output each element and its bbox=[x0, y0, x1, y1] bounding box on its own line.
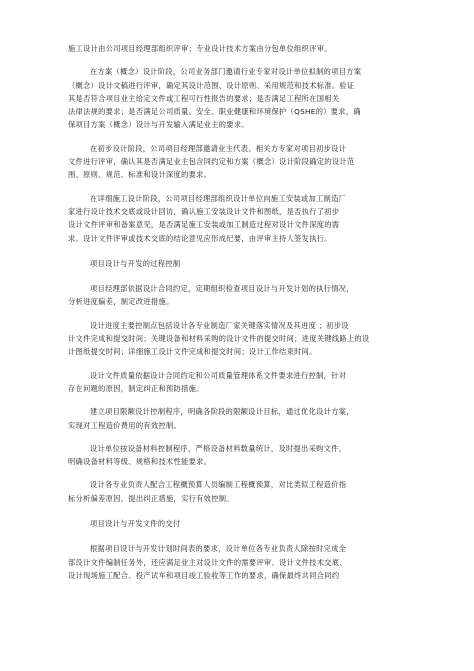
paragraph-gap bbox=[68, 132, 408, 142]
paragraph bbox=[68, 42, 408, 55]
text-line: 设计文件评审和备案意见，是否满足施工安装或加工制造过程对设计文件深度的需 bbox=[68, 220, 340, 230]
text-line: 存在问题的原因，制定纠正和预防措施。 bbox=[68, 383, 204, 393]
paragraph bbox=[68, 65, 408, 131]
paragraph-gap bbox=[68, 359, 408, 369]
text-line: 项目经理部依据设计合同约定，定期组织检查项目设计与开发计划的执行情况， bbox=[90, 284, 354, 294]
paragraph-gap bbox=[68, 245, 408, 257]
paragraph-gap bbox=[68, 395, 408, 405]
text-line: 施工设计由公司项目经理部组织评审；专业设计技术方案由分包单位组织评审。 bbox=[68, 44, 332, 53]
text-line: 设计进度主要控制点包括设计各专业制造厂家关键落实情况及其进度 ；初步设 bbox=[90, 320, 349, 330]
text-line: 法律法规的要求；是否满足公司质量、安全、职业健康和环境保护（QSHE的）要求，确 bbox=[68, 107, 361, 117]
text-line: 标分析偏差原因，提出纠正措施，实行有效控制。 bbox=[68, 493, 234, 503]
text-line: 保项目方案（概念）设计与开发输入满足业主的要求。 bbox=[68, 120, 249, 130]
text-line: 在方案（概念）设计阶段，公司业务部门邀请行业专家对设计单位拟制的项目方案 bbox=[90, 67, 362, 77]
text-line: 文件进行评审，确认其是否满足业主包含同约定和方案（概念）设计阶段确定的设计范 bbox=[68, 157, 355, 167]
paragraph bbox=[68, 319, 408, 359]
text-line: 根据项目设计与开发计划时间表的要求，设计单位各专业负责人除按时完成全 bbox=[90, 544, 347, 554]
paragraph bbox=[68, 192, 408, 245]
paragraph bbox=[68, 478, 408, 505]
paragraph bbox=[68, 405, 408, 432]
text-line: 设计单位按设备材料控制程序，严格设备材料数量统计，及时提出采购文件， bbox=[90, 443, 347, 453]
text-line: 计文件完成和提交时间；关键设备和材料采购的设计文件的提交时间；进度关键线路上的设 bbox=[68, 334, 370, 344]
text-line: 家进行设计技术交底或设计回访，确认施工安装设计文件和图纸，是否执行了初步 bbox=[68, 206, 340, 216]
paragraph-gap bbox=[68, 270, 408, 282]
text-line: 明确设备材料等级、规格和技术性能要求。 bbox=[68, 457, 212, 467]
text-line: 设计文件质量依据设计合同约定和公司质量管理体系文件要求进行控制，针对 bbox=[90, 370, 347, 380]
section-heading: 项目设计与开发的过程控制 bbox=[90, 258, 181, 268]
paragraph-gap bbox=[68, 468, 408, 478]
paragraph bbox=[68, 542, 408, 582]
paragraph-gap bbox=[68, 505, 408, 517]
paragraph-gap bbox=[68, 432, 408, 442]
section-heading: 项目设计与开发文件的交付 bbox=[90, 519, 181, 529]
paragraph bbox=[68, 369, 408, 396]
paragraph bbox=[68, 282, 408, 309]
paragraph-gap bbox=[68, 530, 408, 542]
text-line: 设计各专业负责人配合工程概预算人员编制工程概预算，对比类似工程造价指 bbox=[90, 480, 347, 490]
text-line: 分析进度偏差，制定改进措施。 bbox=[68, 297, 174, 307]
text-line: 部设计文件编制任务外，还应满足业主对设计文件的需要评审、设计文件技术交底、 bbox=[68, 557, 347, 567]
text-line: 实现对工程造价费用的有效控制。 bbox=[68, 420, 182, 430]
paragraph-gap bbox=[68, 182, 408, 192]
text-line: 建立项目限额设计控制程序，明确各阶段的限额设计目标，通过优化设计方案， bbox=[90, 407, 354, 417]
text-line: 在初步设计阶段，公司项目经理部邀请业主代表、相关方专家对项目初步设计 bbox=[90, 143, 347, 153]
text-line: 设计现场施工配合、投产试车和项目竣工验收等工作的要求，确保最终共同合同约 bbox=[68, 570, 340, 580]
document-body bbox=[68, 42, 408, 582]
paragraph bbox=[68, 142, 408, 182]
text-line: 围、原则、规范、标准和设计深度的要求。 bbox=[68, 170, 212, 180]
text-line: 其是否符合项目业主给定文件或工程可行性报告的要求；是否满足工程所在国相关 bbox=[68, 93, 340, 103]
paragraph-gap bbox=[68, 309, 408, 319]
text-line: 计图纸提交时间；详细施工设计文件完成和提交时间；设计工作结束时间。 bbox=[68, 347, 317, 357]
paragraph-gap bbox=[68, 55, 408, 65]
text-line: 在详细施工设计阶段，公司项目经理部组织设计单位向施工安装或加工制造厂 bbox=[90, 193, 347, 203]
paragraph bbox=[68, 442, 408, 469]
text-line: 求。设计文件评审或技术交底的结论意见应形成纪要，由评审主持人签发执行。 bbox=[68, 233, 332, 243]
text-line: （概念）设计文稿进行评审，确定其设计范围、设计原则、采用规范和技术标准。验证 bbox=[68, 80, 355, 90]
